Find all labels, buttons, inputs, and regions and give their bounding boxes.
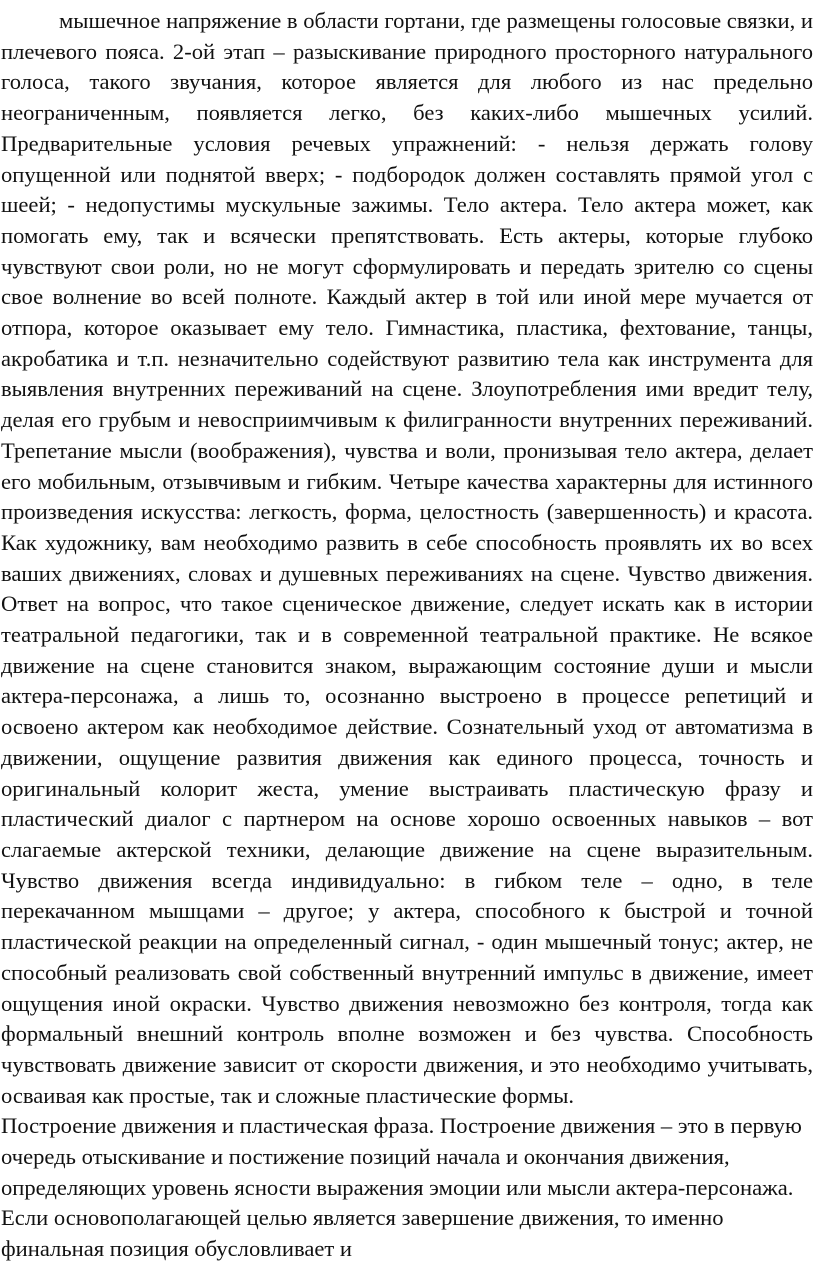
body-paragraph: мышечное напряжение в области гортани, где размещены голосовые связки, и плечевого пояса. 2-ой этап – разыскивание природного просторного натурального голоса, такого звучания, которое является для любого из нас предельно неограниченным, появляется легко, без каких-либо мышечных усилий. Предварительные условия речевых упражнений: - нельзя держать голову опущенной или поднятой вверх; - подбородок должен составлять прямой угол с шеей; - недопустимы мускульные зажимы. Тело актера. Тело актера может, как помогать ему, так и всячески препятствовать. Есть актеры, которые глубоко чувствуют свои роли, но не могут сформулировать и передать зрителю со сцены свое волнение во всей полноте. Каждый актер в той или иной мере мучается от отпора, которое оказывает ему тело. Гимнастика, пластика, фехтование, танцы, акробатика и т.п. незначительно содействуют развитию тела как инструмента для выявления внутренних переживаний на сцене. Злоупотребления ими вредит телу, делая его грубым и невосприимчивым к филигранности внутренних переживаний. Трепетание мысли (воображения), чувства и воли, пронизывая тело актера, делает его мобильным, отзывчивым и гибким. Четыре качества характерны для истинного произведения искусства: легкость, форма, целостность (завершенность) и красота. Как художнику, вам необходимо развить в себе способность проявлять их во всех ваших движениях, словах и душевных переживаниях на сцене. Чувство движения. Ответ на вопрос, что такое сценическое движение, следует искать как в истории театральной педагогики, так и в современной театральной практике. Не всякое движение на сцене становится знаком, выражающим состояние души и мысли актера-персонажа, а лишь то, осознанно выстроено в процессе репетиций и освоено актером как необходимое действие. Сознательный уход от автоматизма в движении, ощущение развития движения как единого процесса, точность и оригинальный колорит жеста, умение выстраивать пластическую фразу и пластический диалог с партнером на основе хорошо освоенных навыков – вот слагаемые актерской техники, делающие движение на сцене выразительным. Чувство движения всегда индивидуально: в гибком теле – одно, в теле перекачанном мышцами – другое; у актера, способного к быстрой и точной пластической реакции на определенный сигнал, - один мышечный тонус; актер, не способный реализовать свой собственный внутренний импульс в движение, имеет ощущения иной окраски. Чувство движения невозможно без контроля, тогда как формальный внешний контроль вполне возможен и без чувства. Способность чувствовать движение зависит от скорости движения, и это необходимо учитывать, осваивая как простые, так и сложные пластические формы.: [1, 8, 813, 1108]
body-paragraph: Построение движения и пластическая фраза. Построение движения – это в первую очередь отыскивание и постижение позиций начала и окончания движения, определяющих уровень ясности выражения эмоции или мысли актера-персонажа. Если основополагающей целью является завершение движения, то именно финальная позиция обусловливает и: [1, 1113, 802, 1262]
